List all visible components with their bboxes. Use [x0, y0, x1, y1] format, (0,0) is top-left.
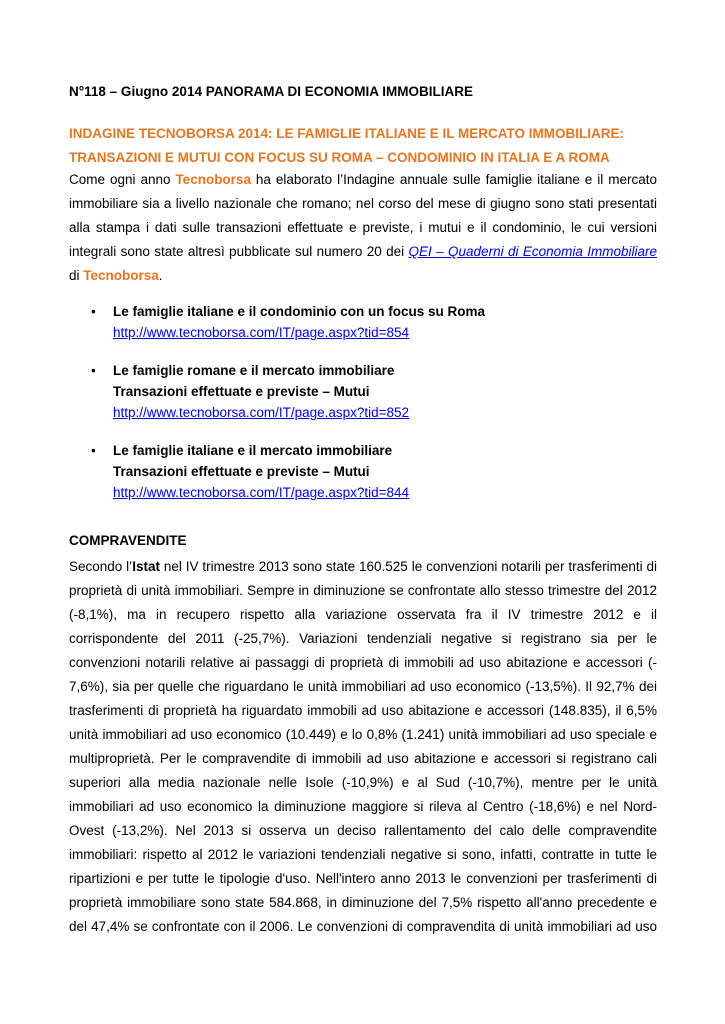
body-text: Secondo l’ [69, 559, 133, 574]
body-line: immobiliari ad uso economico la diminuzione maggiore si rileva al Centro (-18,6%) e nel Nord- [69, 799, 657, 814]
article-title-line-2: TRANSAZIONI E MUTUI CON FOCUS SU ROMA – CONDOMINIO IN ITALIA E A ROMA [69, 150, 610, 165]
bullet-subtitle: Transazioni effettuate e previste – Mutui [113, 464, 370, 479]
bullet-title: Le famiglie italiane e il condominio con un focus su Roma [113, 304, 486, 319]
body-line: proprietà immobiliare sono state 584.868, in diminuzione del 7,5% rispetto all'anno precedente e [69, 895, 657, 910]
body-line: ripartizioni e per tutte le tipologie d'uso. Nell'intero anno 2013 le convenzioni per trasferimenti di [69, 871, 657, 886]
brand-name: Tecnoborsa [175, 172, 251, 187]
article-title-line-1: INDAGINE TECNOBORSA 2014: LE FAMIGLIE ITALIANE E IL MERCATO IMMOBILIARE: [69, 126, 625, 141]
body-line: immobiliari: rispetto al 2012 le variazioni tendenziali negative si sono, infatti, contratte in tutte le [69, 847, 657, 862]
qei-link[interactable]: QEI – Quaderni di Economia Immobiliare [408, 244, 657, 259]
bullet-subtitle: Transazioni effettuate e previste – Mutui [113, 384, 370, 399]
newsletter-header: N°118 – Giugno 2014 PANORAMA DI ECONOMIA IMMOBILIARE [69, 84, 473, 99]
body-line: multiproprietà. Per le compravendite di immobili ad uso abitazione e accessori si registrano cali [69, 751, 657, 766]
body-line [69, 555, 657, 579]
body-line: superiori alla media nazionale nelle Isole (-10,9%) e al Sud (-10,7%), mentre per le unità [69, 775, 657, 790]
bullet-icon: • [91, 363, 96, 378]
bullet-icon: • [91, 443, 96, 458]
body-paragraph [69, 555, 657, 939]
bullet-title: Le famiglie italiane e il mercato immobiliare [113, 443, 393, 458]
list-item [69, 301, 657, 343]
list-item [69, 440, 657, 503]
intro-text: di [69, 268, 84, 283]
intro-paragraph [69, 168, 657, 288]
bullet-icon: • [91, 304, 96, 319]
intro-line [69, 240, 657, 264]
body-line: trasferimenti di proprietà ha riguardato immobili ad uso abitazione e accessori (148.835), il 6,5% [69, 703, 657, 718]
tecnoborsa-link[interactable]: http://www.tecnoborsa.com/IT/page.aspx?tid=854 [113, 325, 410, 340]
section-heading: COMPRAVENDITE [69, 533, 187, 548]
tecnoborsa-link[interactable]: http://www.tecnoborsa.com/IT/page.aspx?tid=844 [113, 485, 410, 500]
intro-text: . [158, 268, 163, 283]
article-title [69, 122, 657, 170]
tecnoborsa-link[interactable]: http://www.tecnoborsa.com/IT/page.aspx?tid=852 [113, 405, 410, 420]
intro-line: alla stampa i dati sulle transazioni effettuate e previste, i mutui e il condominio, le cui versioni [69, 220, 657, 235]
body-line: convenzioni notarili relative ai passaggi di proprietà di immobili ad uso abitazione e accessori (- [69, 655, 657, 670]
body-line: proprietà di unità immobiliari. Sempre in diminuzione se confrontate allo stesso trimestre del 2012 [69, 583, 657, 598]
intro-line: immobiliare sia a livello nazionale che romano; nel corso del mese di giugno sono stati presentati [69, 196, 657, 211]
body-line: 7,6%), sia per quelle che riguardano le unità immobiliari ad uso economico (-13,5%). Il 92,7% dei [69, 679, 657, 694]
brand-name: Tecnoborsa [83, 268, 159, 283]
body-line: unità immobiliari ad uso economico (10.449) e lo 0,8% (1.241) unità immobiliari ad uso speciale e [69, 727, 657, 742]
body-line: (-8,1%), ma in recupero rispetto alla variazione osservata fra il IV trimestre 2012 e il [69, 607, 657, 622]
bullet-list [69, 301, 657, 520]
intro-text: Come ogni anno [69, 172, 176, 187]
intro-text: ha elaborato l’Indagine annuale sulle famiglie italiane e il mercato [250, 172, 657, 187]
intro-text: integrali sono state altresì pubblicate sul numero 20 dei [69, 244, 409, 259]
intro-line [69, 264, 657, 288]
body-line: Ovest (-13,2%). Nel 2013 si osserva un deciso rallentamento del calo delle compravendite [69, 823, 657, 838]
body-text: nel IV trimestre 2013 sono state 160.525 le convenzioni notarili per trasferimenti di [159, 559, 657, 574]
list-item [69, 360, 657, 423]
body-line: corrispondente del 2011 (-25,7%). Variazioni tendenziali negative si registrano sia per le [69, 631, 657, 646]
body-line: del 47,4% se confrontate con il 2006. Le convenzioni di compravendita di unità immobiliari ad uso [69, 919, 657, 934]
bullet-title: Le famiglie romane e il mercato immobiliare [113, 363, 395, 378]
intro-line [69, 168, 657, 192]
istat-name: Istat [132, 559, 160, 574]
